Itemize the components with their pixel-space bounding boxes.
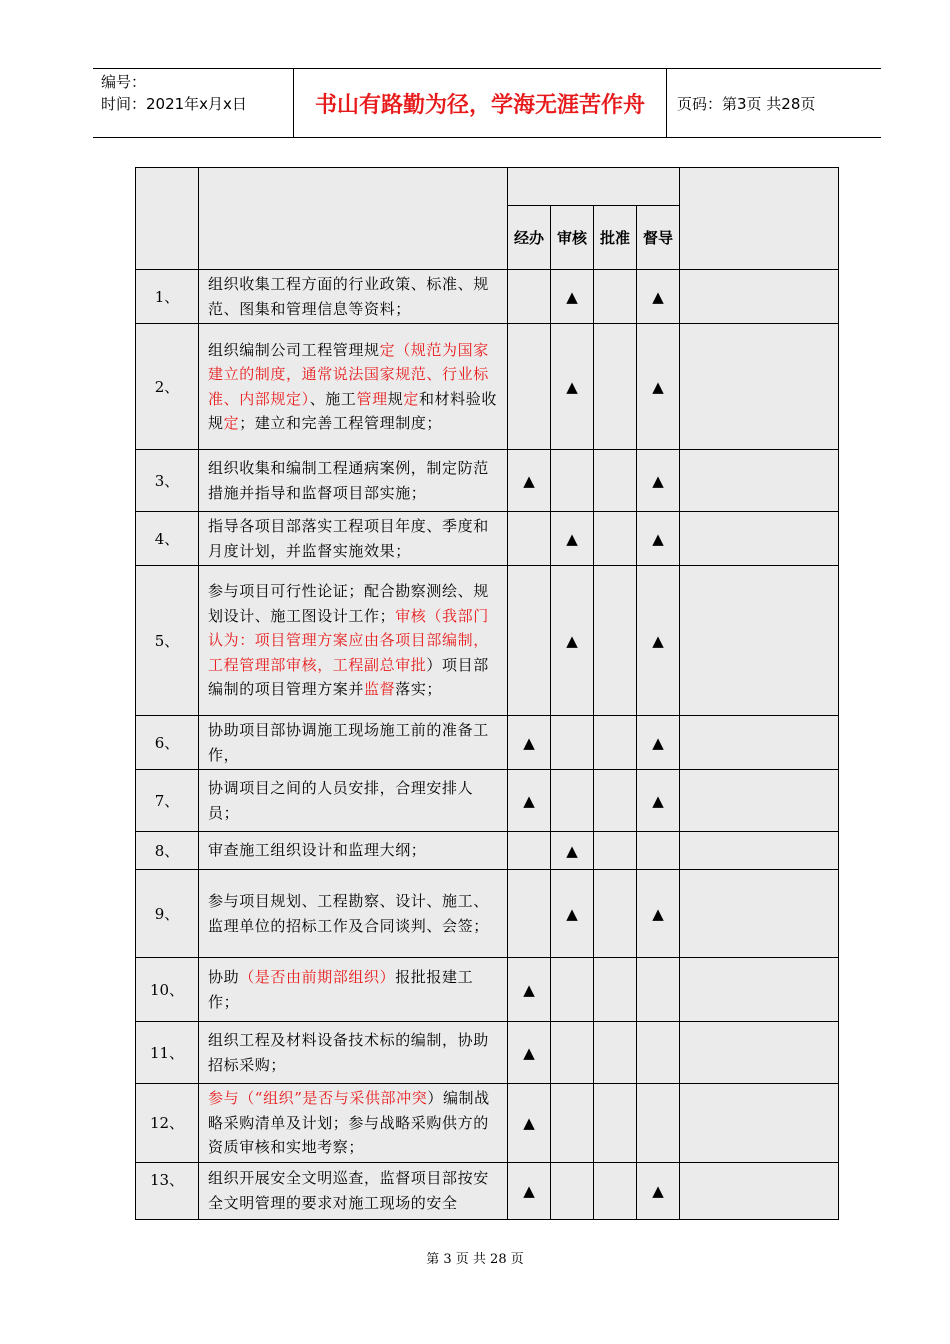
mark-cell-review [551,1022,594,1084]
table-row [136,870,839,958]
triangle-mark-icon: ▲ [566,287,578,306]
description-remark: 审核（我部门认为：项目管理方案应由各项目部编制，工程管理部审核，工程副总审批 [208,606,489,674]
row-number: 11、 [136,1022,199,1084]
row-description [199,450,508,512]
triangle-mark-icon: ▲ [523,733,535,752]
mark-cell-approve [594,512,637,566]
mark-cell-approve [594,1162,637,1219]
description-text: 报批报建工作； [208,968,474,1011]
description-remark: （是否由前期部组织） [239,968,396,986]
row-description [199,958,508,1022]
mark-cell-review [551,1162,594,1219]
table-row [136,512,839,566]
mark-cell-handle [508,450,551,512]
role-approve: 批准 [594,206,637,270]
table-row [136,1162,839,1219]
page-footer: 第 3 页 共 28 页 [426,1252,524,1267]
description-remark: 参与（“组织”是否与采供部冲突 [208,1089,428,1107]
role-review: 审核 [551,206,594,270]
header-motto: 书山有路勤为径，学海无涯苦作舟 [293,69,667,137]
row-remarks-cell [680,958,839,1022]
row-number: 3、 [136,450,199,512]
mark-cell-approve [594,832,637,870]
row-description [199,270,508,324]
mark-cell-approve [594,870,637,958]
mark-cell-approve [594,716,637,770]
row-remarks-cell [680,566,839,716]
role-supervise: 督导 [637,206,680,270]
row-remarks-cell [680,270,839,324]
description-text: 组织编制公司工程管理规 [208,340,380,359]
row-remarks-cell [680,770,839,832]
table-row [136,1022,839,1084]
mark-cell-review [551,832,594,870]
mark-cell-supervise [637,770,680,832]
triangle-mark-icon: ▲ [566,904,578,923]
table-row [136,958,839,1022]
header-serial: 编号： [101,73,147,91]
table-row [136,770,839,832]
row-number: 7、 [136,770,199,832]
row-remarks-cell [680,716,839,770]
row-number: 5、 [136,566,199,716]
mark-cell-approve [594,1022,637,1084]
description-text: 组织工程及材料设备技术标的编制，协助招标采购； [208,1031,489,1074]
triangle-mark-icon: ▲ [566,841,578,860]
description-text: 组织开展安全文明巡查，监督项目部按安全文明管理的要求对施工现场的安全 [208,1169,489,1212]
row-number: 2、 [136,324,199,450]
table-row [136,716,839,770]
row-description [199,566,508,716]
triangle-mark-icon: ▲ [566,529,578,548]
row-number: 12、 [136,1084,199,1163]
description-text: 规 [387,389,404,408]
row-number: 8、 [136,832,199,870]
triangle-mark-icon: ▲ [652,377,664,396]
mark-cell-supervise [637,958,680,1022]
table-row [136,1084,839,1163]
mark-cell-approve [594,1084,637,1163]
description-text: 、施工 [309,389,357,408]
mark-cell-supervise [637,450,680,512]
row-description [199,512,508,566]
row-description [199,324,508,450]
description-text: 组织收集和编制工程通病案例，制定防范措施并指导和监督项目部实施； [208,459,489,502]
description-text: 参与项目规划、工程勘察、设计、施工、监理单位的招标工作及合同谈判、会签； [208,892,489,935]
description-text: ；建立和完善工程管理制度； [239,414,443,432]
description-text: 和材料验收规 [208,389,497,432]
responsibility-table [135,167,839,1220]
row-remarks-cell [680,324,839,450]
description-text: 协调项目之间的人员安排，合理安排人员； [208,779,474,822]
row-remarks-cell [680,870,839,958]
row-remarks-cell [680,1162,839,1219]
mark-cell-review [551,958,594,1022]
mark-cell-supervise [637,716,680,770]
mark-cell-handle [508,1084,551,1163]
row-number: 13、 [136,1162,199,1219]
description-remark: 定 [403,389,419,408]
description-text: 参与项目可行性论证；配合勘察测绘、规划设计、施工图设计工作； [208,582,489,625]
triangle-mark-icon: ▲ [652,287,664,306]
row-number: 4、 [136,512,199,566]
description-text: 协助项目部协调施工现场施工前的准备工作， [208,721,489,764]
mark-cell-handle [508,566,551,716]
mark-cell-supervise [637,566,680,716]
mark-cell-review [551,324,594,450]
mark-cell-handle [508,1022,551,1084]
row-description [199,1022,508,1084]
triangle-mark-icon: ▲ [652,1181,664,1200]
table-row [136,270,839,324]
mark-cell-supervise [637,1162,680,1219]
header-num-cell [136,168,199,270]
triangle-mark-icon: ▲ [652,791,664,810]
mark-cell-handle [508,324,551,450]
triangle-mark-icon: ▲ [652,904,664,923]
mark-cell-approve [594,958,637,1022]
mark-cell-supervise [637,324,680,450]
mark-cell-review [551,270,594,324]
triangle-mark-icon: ▲ [523,791,535,810]
mark-cell-handle [508,958,551,1022]
triangle-mark-icon: ▲ [523,980,535,999]
triangle-mark-icon: ▲ [652,471,664,490]
description-text: 指导各项目部落实工程项目年度、季度和月度计划，并监督实施效果； [208,517,489,560]
triangle-mark-icon: ▲ [523,1043,535,1062]
mark-cell-supervise [637,1084,680,1163]
description-text: 落实； [395,680,443,699]
row-number: 10、 [136,958,199,1022]
triangle-mark-icon: ▲ [566,631,578,650]
mark-cell-handle [508,716,551,770]
description-text: ）项目部编制的项目管理方案并 [208,655,489,699]
mark-cell-review [551,770,594,832]
triangle-mark-icon: ▲ [566,377,578,396]
row-description [199,716,508,770]
header-meta [93,69,293,137]
row-description [199,870,508,958]
triangle-mark-icon: ▲ [652,529,664,548]
mark-cell-review [551,716,594,770]
table-row [136,832,839,870]
mark-cell-review [551,1084,594,1163]
header-page-info: 页码：第3页 共28页 [677,94,816,113]
mark-cell-review [551,512,594,566]
mark-cell-handle [508,770,551,832]
table-row [136,566,839,716]
row-remarks-cell [680,450,839,512]
table-row [136,324,839,450]
header-extra-cell [680,168,839,270]
description-text: 协助 [208,968,240,986]
row-number: 9、 [136,870,199,958]
page-header [93,68,881,138]
row-description [199,1084,508,1163]
triangle-mark-icon: ▲ [523,1113,535,1132]
row-number: 6、 [136,716,199,770]
row-description [199,832,508,870]
triangle-mark-icon: ▲ [652,631,664,650]
mark-cell-supervise [637,512,680,566]
description-text: 审查施工组织设计和监理大纲； [208,841,427,860]
mark-cell-review [551,870,594,958]
triangle-mark-icon: ▲ [523,1181,535,1200]
role-handle: 经办 [508,206,551,270]
row-remarks-cell [680,832,839,870]
mark-cell-handle [508,270,551,324]
header-time: 时间：2021年x月x日 [101,95,247,113]
mark-cell-approve [594,770,637,832]
mark-cell-approve [594,566,637,716]
description-text: 组织收集工程方面的行业政策、标准、规范、图集和管理信息等资料； [208,275,489,318]
row-description [199,770,508,832]
mark-cell-approve [594,270,637,324]
row-number: 1、 [136,270,199,324]
description-remark: 监督 [364,680,396,699]
row-description [199,1162,508,1219]
mark-cell-approve [594,450,637,512]
description-text: ）编制战略采购清单及计划；参与战略采购供方的资质审核和实地考察； [208,1089,490,1156]
table-row [136,450,839,512]
table-header-top-row [136,168,839,206]
triangle-mark-icon: ▲ [523,471,535,490]
mark-cell-review [551,566,594,716]
description-remark: 定 [223,414,240,432]
mark-cell-supervise [637,270,680,324]
mark-cell-handle [508,832,551,870]
description-remark: 管理 [356,389,388,408]
row-remarks-cell [680,1084,839,1163]
mark-cell-supervise [637,1022,680,1084]
mark-cell-handle [508,512,551,566]
description-remark: 定（规范为国家建立的制度，通常说法国家规范、行业标准、内部规定） [208,340,489,408]
mark-cell-supervise [637,832,680,870]
mark-cell-handle [508,1162,551,1219]
mark-cell-handle [508,870,551,958]
row-remarks-cell [680,512,839,566]
mark-cell-supervise [637,870,680,958]
triangle-mark-icon: ▲ [652,733,664,752]
row-remarks-cell [680,1022,839,1084]
mark-cell-review [551,450,594,512]
header-roles-group-cell [508,168,680,206]
header-desc-cell [199,168,508,270]
mark-cell-approve [594,324,637,450]
